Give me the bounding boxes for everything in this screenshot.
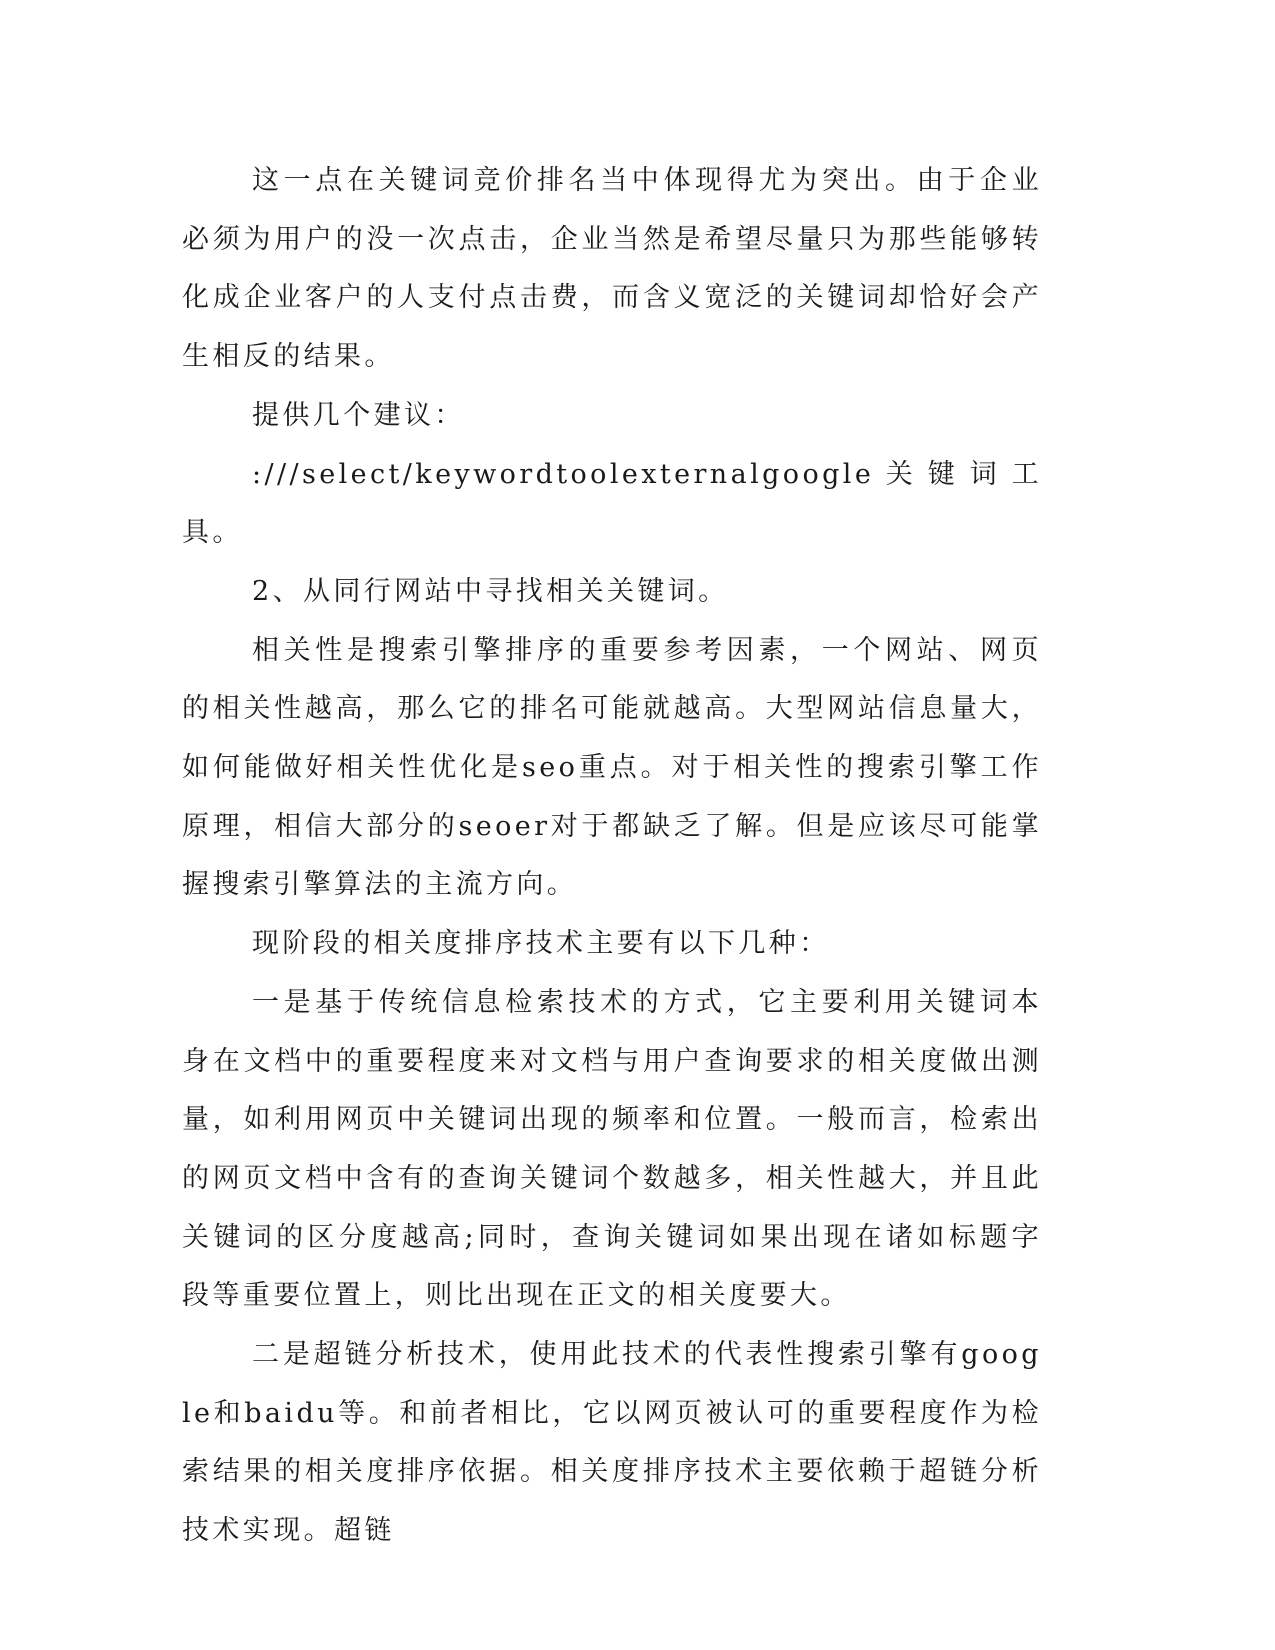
document-body bbox=[182, 152, 1042, 1561]
paragraph-suggestions-heading: 提供几个建议： bbox=[252, 399, 465, 431]
paragraph-ranking-techniques-heading: 现阶段的相关度排序技术主要有以下几种： bbox=[252, 928, 830, 960]
paragraph-google-keyword-tool: :///select/keywordtoolexternalgoogle关键词工具。 bbox=[182, 458, 1042, 549]
paragraph-competitor-keywords: 2、从同行网站中寻找相关关键词。 bbox=[252, 575, 729, 607]
paragraph-traditional-retrieval: 一是基于传统信息检索技术的方式，它主要利用关键词本身在文档中的重要程度来对文档与用户查询要求的相关度做出测量，如利用网页中关键词出现的频率和位置。一般而言，检索出的网页文档中含有的查询关键词个数越多，相关性越大，并且此关键词的区分度越高;同时，查询关键词如果出现在诸如标题字段等重要位置上，则比出现在正文的相关度要大。 bbox=[182, 986, 1042, 1312]
paragraph-keyword-bidding: 这一点在关键词竞价排名当中体现得尤为突出。由于企业必须为用户的没一次点击，企业当然是希望尽量只为那些能够转化成企业客户的人支付点击费，而含义宽泛的关键词却恰好会产生相反的结果。 bbox=[182, 165, 1042, 373]
paragraph-hyperlink-analysis: 二是超链分析技术，使用此技术的代表性搜索引擎有google和baidu等。和前者相比，它以网页被认可的重要程度作为检索结果的相关度排序依据。相关度排序技术主要依赖于超链分析技术实现。超链 bbox=[182, 1339, 1042, 1547]
paragraph-relevance: 相关性是搜索引擎排序的重要参考因素，一个网站、网页的相关性越高，那么它的排名可能就越高。大型网站信息量大，如何能做好相关性优化是seo重点。对于相关性的搜索引擎工作原理，相信大部分的seoer对于都缺乏了解。但是应该尽可能掌握搜索引擎算法的主流方向。 bbox=[182, 634, 1042, 901]
